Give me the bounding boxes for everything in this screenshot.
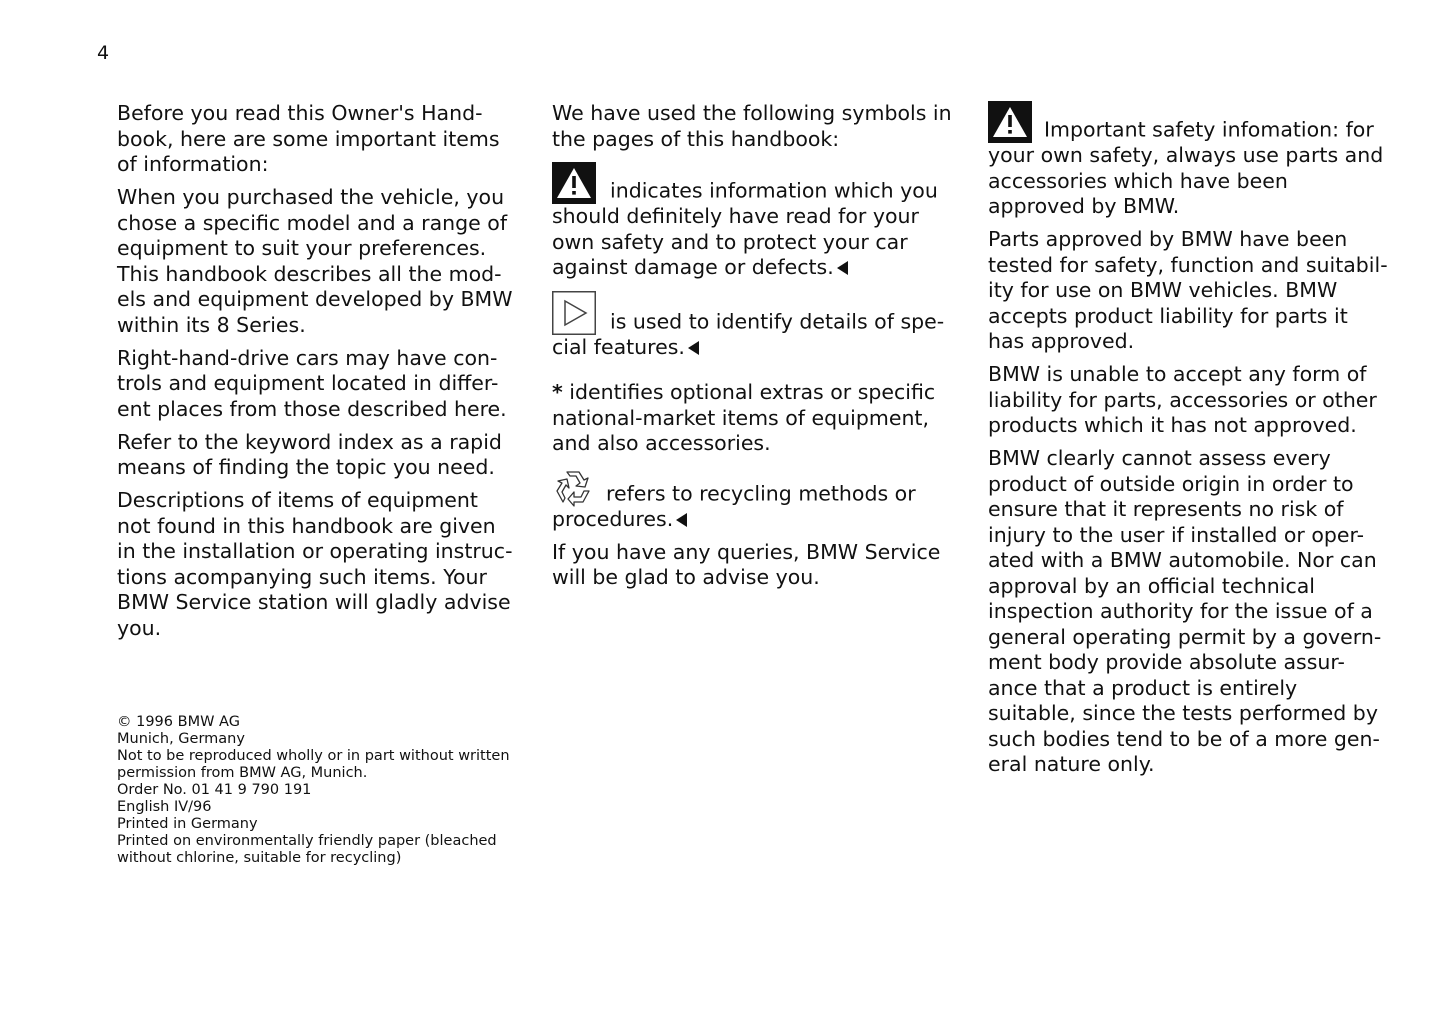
intro-paragraph: Before you read this Owner's Hand-book, here are some important items of information: [117, 101, 500, 176]
feature-symbol-paragraph [552, 291, 952, 361]
end-mark-icon [837, 261, 848, 275]
keyword-index-paragraph: Refer to the keyword index as a rapid means of finding the topic you need. [117, 429, 502, 479]
end-mark-icon [688, 341, 699, 355]
purchase-paragraph: When you purchased the vehicle, you chose a specific model and a range of equipment to suit your preferences. This handbook describes all the mod-els and equipment developed by BMW within its 8 Series. [117, 185, 513, 337]
warning-symbol-paragraph [552, 162, 952, 281]
imprint-line: without chlorine, suitable for recycling) [117, 850, 402, 866]
imprint-line: permission from BMW AG, Munich. [117, 765, 368, 781]
liability-paragraph: BMW is unable to accept any form of liability for parts, accessories or other products which it has not approved. [988, 362, 1377, 437]
optional-extras-text: identifies optional extras or specific national-market items of equipment, and also accessories. [552, 380, 936, 455]
safety-column [988, 101, 1388, 785]
imprint-line: Order No. 01 41 9 790 191 [117, 782, 312, 798]
recycling-icon [552, 467, 594, 507]
warning-icon [988, 101, 1032, 143]
end-mark-icon [676, 513, 687, 527]
assessment-paragraph: BMW clearly cannot assess every product of outside origin in order to ensure that it represents no risk of injury to the user if installed or oper-ated with a BMW automobile. Nor can approval by an official technical inspection authority for the issue of a general operating permit by a govern-ment body provide absolute assur-ance that a product is entirely suitable, since the tests performed by such bodies tend to be of a more gen-eral nature only. [988, 446, 1382, 776]
page-number: 4 [97, 42, 110, 64]
imprint-line: Munich, Germany [117, 731, 245, 747]
imprint-line: Not to be reproduced wholly or in part without written [117, 748, 510, 764]
imprint-line: © 1996 BMW AG [117, 714, 240, 730]
imprint-line: English IV/96 [117, 799, 212, 815]
recycling-symbol-text: refers to recycling methods or procedures. [552, 481, 916, 531]
safety-paragraph [988, 101, 1388, 220]
imprint-line: Printed in Germany [117, 816, 258, 832]
intro-column [117, 101, 517, 649]
play-triangle-icon [552, 291, 596, 335]
asterisk-symbol: * [552, 380, 563, 404]
imprint [117, 714, 537, 867]
symbols-intro: We have used the following symbols in the pages of this handbook: [552, 101, 952, 151]
queries-paragraph: If you have any queries, BMW Service will be glad to advise you. [552, 539, 941, 589]
symbols-column [552, 101, 952, 598]
approved-parts-paragraph: Parts approved by BMW have been tested for safety, function and suitabil-ity for use on BMW vehicles. BMW accepts product liability for parts it has approved. [988, 227, 1388, 353]
imprint-line: Printed on environmentally friendly paper (bleached [117, 833, 497, 849]
right-hand-drive-paragraph: Right-hand-drive cars may have con-trols and equipment located in differ-ent places from those described here. [117, 345, 507, 421]
safety-text: Important safety infomation: for your own safety, always use parts and accessories which have been approved by BMW. [988, 117, 1384, 218]
warning-icon [552, 162, 596, 204]
recycling-symbol-paragraph [552, 467, 952, 533]
equipment-descriptions-paragraph: Descriptions of items of equipment not found in this handbook are given in the installation or operating instruc-tions acompanying such items. Your BMW Service station will gladly advise you. [117, 488, 513, 640]
feature-symbol-text: is used to identify details of spe-cial features. [552, 309, 945, 359]
warning-symbol-text: indicates information which you should definitely have read for your own safety and to protect your car against damage or defects. [552, 178, 938, 279]
optional-extras-paragraph [552, 380, 952, 457]
